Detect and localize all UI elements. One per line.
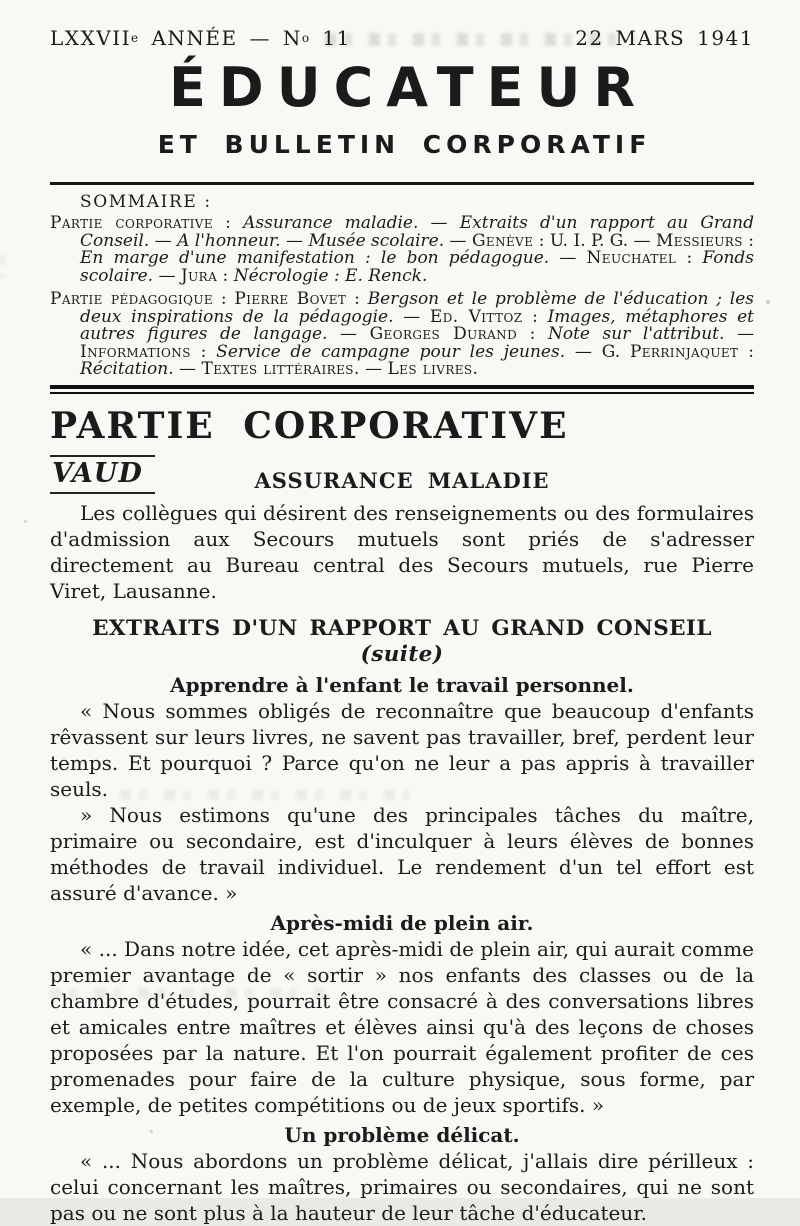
paragraph-assurance: Les collègues qui désirent des renseignements ou des formulaires d'admission aux Secours mutuels sont priés de s'adresser directement au Bureau central des Secours mutuels, rue Pierre Viret, Lausanne. bbox=[50, 500, 754, 603]
sommaire-entry-pedagogique: Partie pédagogique : Pierre Bovet : Bergson et le problème de l'éducation ; les deux inspirations de la pédagogie. — Ed. Vittoz : Images, métaphores et autres figures de langage. — Georges Durand : Note sur l'attribut. — Informations : Service de campagne pour les jeunes. — G. Perrinjaquet : Récitation. — Textes littéraires. — Les livres. bbox=[50, 289, 755, 379]
paragraph-probleme-delicat: « ... Nous abordons un problème délicat, j'allais dire périlleux : celui concernant les maîtres, primaires ou secondaires, qui ne sont pas ou ne sont plus à la hauteur de leur tâche d'éducateur. bbox=[50, 1148, 754, 1225]
journal-subtitle: ET BULLETIN CORPORATIF bbox=[157, 130, 652, 159]
double-rule bbox=[50, 385, 754, 394]
horizontal-rule bbox=[50, 182, 754, 185]
issue-number: LXXVIIe ANNÉE — $N^o$ 11 bbox=[50, 26, 351, 50]
paragraph-apprendre-2: » Nous estimons qu'une des principales tâches du maître, primaire ou secondaire, est d'inculquer à leurs élèves de bonnes méthodes de travail individuel. Le rendement d'un tel effort est assuré d'avance. » bbox=[50, 802, 754, 905]
subheading-probleme-delicat: Un problème délicat. bbox=[284, 1122, 520, 1147]
sommaire-label: SOMMAIRE : bbox=[80, 192, 212, 212]
article-heading-extraits-rapport: EXTRAITS D'UN RAPPORT AU GRAND CONSEIL (suite) bbox=[92, 615, 712, 667]
subheading-plein-air: Après-midi de plein air. bbox=[270, 910, 534, 935]
section-title-partie-corporative: PARTIE CORPORATIVE bbox=[50, 404, 569, 447]
article-heading-assurance-maladie: ASSURANCE MALADIE bbox=[254, 467, 550, 493]
subheading-apprendre: Apprendre à l'enfant le travail personnel. bbox=[170, 672, 634, 697]
masthead-row bbox=[50, 26, 754, 50]
paragraph-plein-air: « ... Dans notre idée, cet après-midi de plein air, qui aurait comme premier avantage de « sortir » nos enfants des classes ou de la chambre d'études, pourrait être consacré à des conversations libres et amicales entre maîtres et élèves ainsi qu'à des leçons de choses proposées par la nature. Et l'on pourrait également profiter de ces promenades pour faire de la culture physique, sous forme, par exemple, de petites compétitions ou de jeux sportifs. » bbox=[50, 936, 754, 1117]
sommaire-entry-corporative: Partie corporative : Assurance maladie. — Extraits d'un rapport au Grand Conseil. — A l'honneur. — Musée scolaire. — Genève : U. I. P. G. — Messieurs : En marge d'une manifestation : le bon pédagogue. — Neuchatel : Fonds scolaire. — Jura : Nécrologie : E. Renck. bbox=[50, 213, 755, 286]
region-label-vaud: VAUD bbox=[50, 455, 155, 494]
journal-title: ÉDUCATEUR bbox=[169, 56, 648, 119]
issue-date: 22 MARS 1941 bbox=[575, 26, 754, 50]
region-row bbox=[50, 455, 754, 500]
paragraph-apprendre-1: « Nous sommes obligés de reconnaître que beaucoup d'enfants rêvassent sur leurs livres, ne savent pas travailler, bref, perdent leur temps. Et pourquoi ? Parce qu'on ne leur a pas appris à travailler seuls. bbox=[50, 698, 754, 801]
